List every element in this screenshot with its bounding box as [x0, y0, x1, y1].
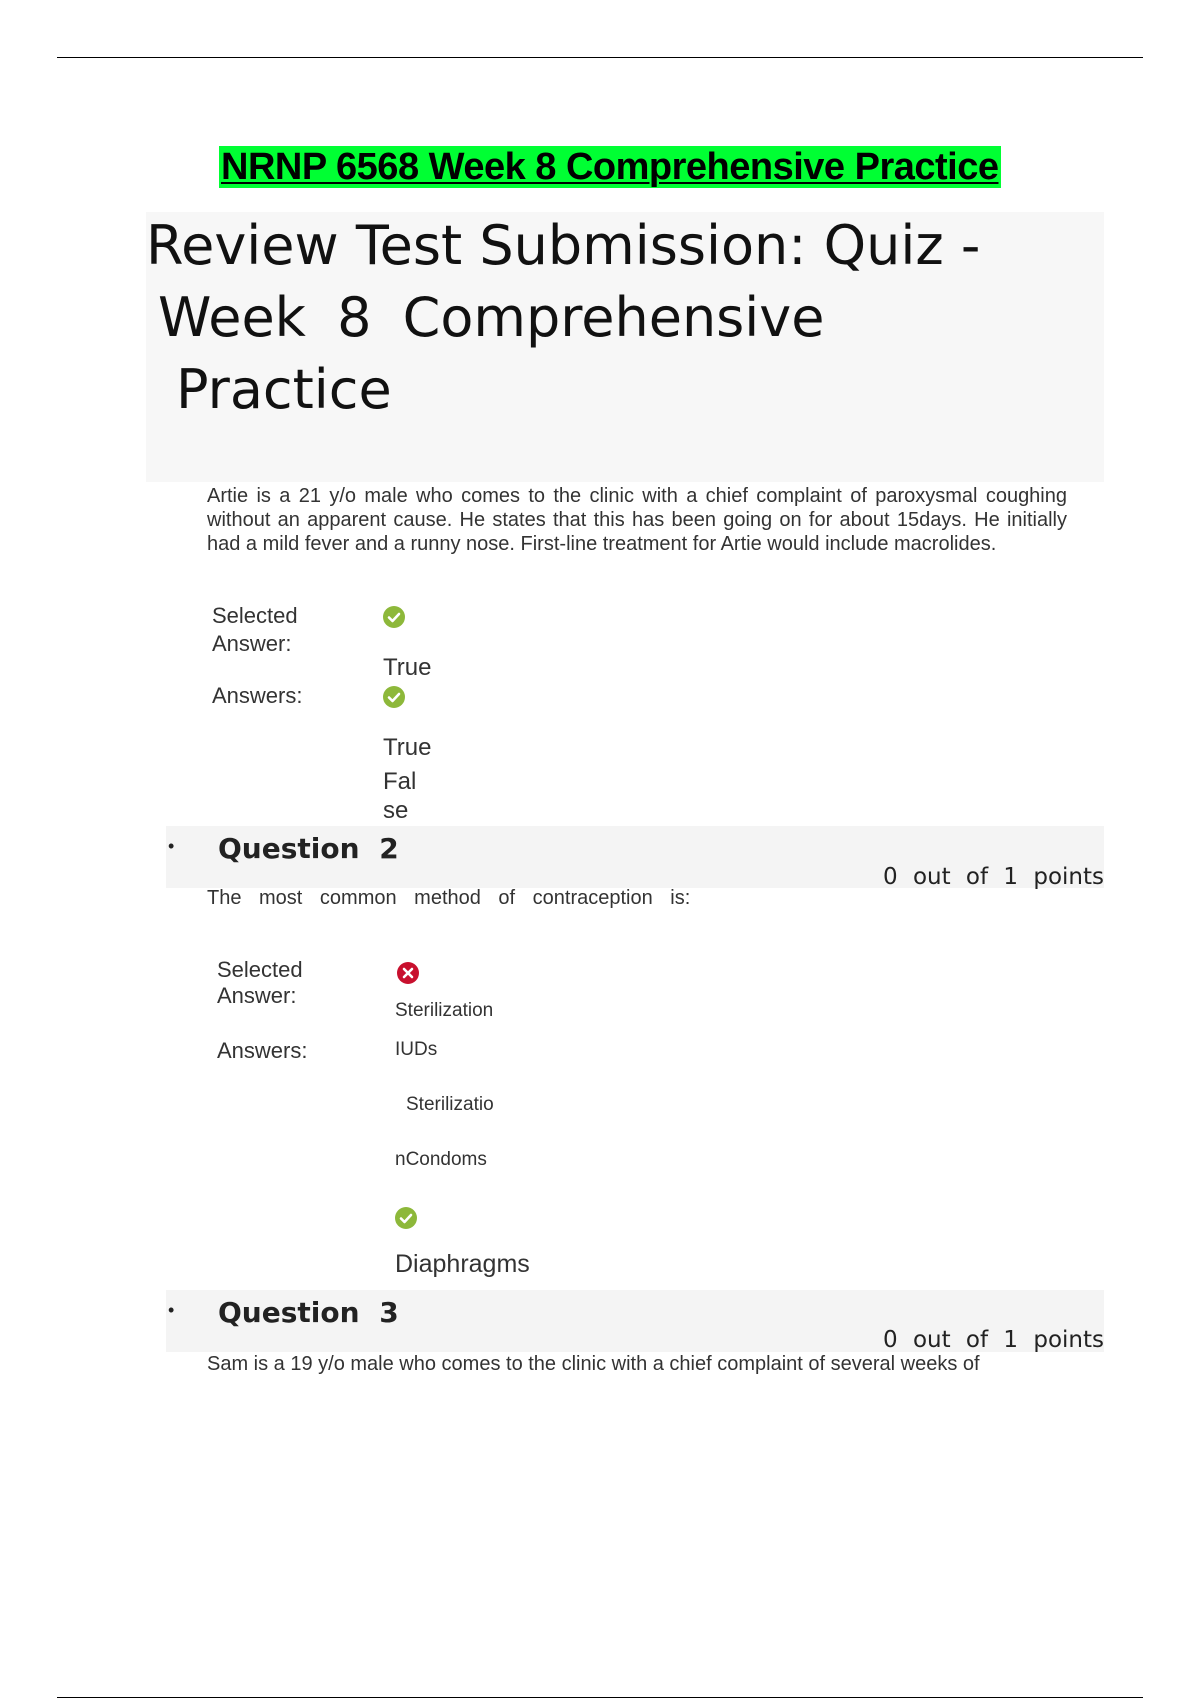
document-title-text: NRNP 6568 Week 8 Comprehensive Practice	[221, 146, 999, 188]
correct-check-icon	[383, 606, 405, 628]
question-2-text: The most common method of contraception is:	[207, 887, 691, 909]
top-rule	[57, 57, 1143, 58]
bottom-rule	[57, 1697, 1143, 1698]
q1-selected-answer-value: True	[383, 654, 432, 681]
q2-selected-label: Selected	[217, 957, 303, 982]
q2-answer-option: Sterilizatio	[406, 1094, 494, 1115]
review-header-line-3: Practice	[176, 358, 392, 421]
incorrect-x-icon	[397, 962, 419, 984]
q2-answer-option: nCondoms	[395, 1149, 487, 1170]
q1-selected-answer-label	[212, 602, 332, 658]
q2-answer-option: Diaphragms	[395, 1250, 530, 1278]
q1-answer-option: se	[383, 797, 409, 824]
q1-answers-label: Answers:	[212, 683, 303, 708]
question-1-text: Artie is a 21 y/o male who comes to the clinic with a chief complaint of paroxysmal coughing without an apparent cause. He states that this has been going on for about 15days. He initially had a mild fever and a runny nose. First-line treatment for Artie would include macrolides.	[207, 485, 1067, 555]
question-bullet: •	[168, 1300, 175, 1320]
review-header-line-1: Review Test Submission: Quiz -	[146, 214, 981, 277]
question-3-text: Sam is a 19 y/o male who comes to the clinic with a chief complaint of several weeks of	[207, 1353, 980, 1375]
question-2-points: 0 out of 1 points	[883, 864, 1104, 890]
q2-selected-answer-value: Sterilization	[395, 1000, 494, 1021]
q2-answers-label: Answers:	[217, 1038, 308, 1063]
question-3-points: 0 out of 1 points	[883, 1327, 1104, 1353]
correct-check-icon	[383, 686, 405, 708]
question-bullet: •	[168, 836, 175, 856]
q2-answer-label: Answer:	[217, 983, 297, 1008]
q1-answer-option: Fal	[383, 768, 417, 795]
correct-check-icon	[395, 1207, 417, 1229]
review-test-header	[146, 212, 1104, 482]
document-title	[219, 144, 1001, 190]
review-header-line-2: Week 8 Comprehensive	[158, 286, 825, 349]
question-2-title: Question 2	[218, 832, 399, 865]
q1-selected-answer-label-text: Selected Answer:	[212, 603, 298, 656]
q2-answer-option: IUDs	[395, 1039, 438, 1060]
q1-answer-option: True	[383, 734, 432, 761]
question-3-title: Question 3	[218, 1296, 399, 1329]
